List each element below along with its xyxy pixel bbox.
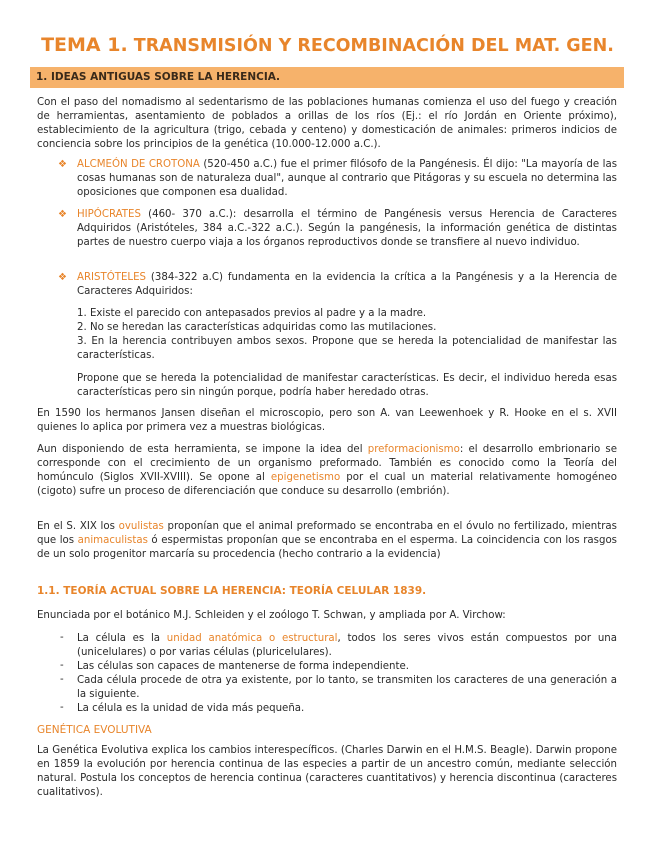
title-text: TRANSMISIÓN Y RECOMBINACIÓN DEL MAT. GEN. (133, 36, 614, 56)
diamond-bullet-icon: ❖ (58, 209, 67, 220)
bullet-name: ALCMEÓN DE CROTONA (77, 159, 200, 170)
title-number: TEMA 1. (41, 34, 128, 56)
diamond-bullet-icon: ❖ (58, 272, 67, 283)
section-heading-bar (30, 67, 624, 88)
highlight-term: preformacionismo (367, 444, 460, 455)
bullet-text: (460- 370 a.C.): desarrolla el término de Pangénesis versus Herencia de Caracteres Adquiridos (Aristóteles, 384 a.C.-322 a.C.). Según la pangénesis, la información genética de distintas partes de nuestro cuerpo viaja a los órganos reproductivos donde se transfiere al nuevo individuo. (77, 209, 617, 248)
highlight-term: unidad anatómica o estructural (166, 633, 338, 644)
bullet-text: (520-450 a.C.) fue el primer filósofo de la Pangénesis. Él dijo: "La mayoría de las cosas humanas son de naturaleza dual", aunque al contrario que Pitágoras y su escuela no determina las oposiciones que componen esa dualidad. (77, 159, 617, 198)
dash-bullet-icon: - (60, 660, 64, 671)
bullet-name: ARISTÓTELES (77, 272, 146, 283)
subsection-heading: GENÉTICA EVOLUTIVA (37, 724, 152, 736)
text-run: En el S. XIX los (37, 521, 119, 532)
bullet-hipocrates (77, 208, 617, 250)
numbered-item: 3. En la herencia contribuyen ambos sexos. Propone que se hereda la potencialidad de manifestar las características. (77, 336, 617, 361)
aristoteles-note: Propone que se hereda la potencialidad de manifestar características. Es decir, el individuo hereda esas características pero sin ningún porque, podría haber heredado otras. (77, 373, 617, 398)
text-run: Aun disponiendo de esta herramienta, se impone la idea del (37, 444, 368, 455)
darwin-paragraph: La Genética Evolutiva explica los cambios interespecíficos. (Charles Darwin en el H.M.S. Beagle). Darwin propone en 1859 la evolución por herencia continua de las especies a partir de un ancestro común, mediante selección natural. Postula los conceptos de herencia continua (caracteres cuantitativos) y herencia discontinua (caracteres cualitativos). (37, 745, 617, 798)
preformacionismo-paragraph (37, 443, 617, 499)
dash-bullet-icon: - (60, 702, 64, 713)
text-run: ó espermistas proponían que se encontraba en el esperma. La coincidencia con los rasgos de un solo progenitor marcaría su procedencia (hecho contrario a la evidencia) (37, 535, 617, 560)
section-heading: 1. IDEAS ANTIGUAS SOBRE LA HERENCIA. (36, 71, 281, 83)
diamond-bullet-icon: ❖ (58, 159, 67, 170)
text-run: por el cual un material relativamente homogéneo (cigoto) sufre un proceso de diferenciación que conduce su desarrollo (embrión). (37, 472, 618, 497)
highlight-term: ovulistas (118, 521, 164, 532)
bullet-name: HIPÓCRATES (77, 209, 141, 220)
page-title (0, 34, 655, 56)
bullet-alcmeon (77, 158, 617, 200)
dash-item: Cada célula procede de otra ya existente, por lo tanto, se transmiten los caracteres de una generación a la siguiente. (77, 675, 617, 700)
text-run: proponían que el animal preformado se encontraba en el óvulo no fertilizado, mientras que los (37, 521, 617, 546)
text-run: La célula es la (77, 633, 167, 644)
ovulistas-paragraph (37, 520, 617, 562)
numbered-item: 2. No se heredan las características adquiridas como las mutilaciones. (77, 322, 437, 333)
text-run: , todos los seres vivos están compuestos por una (unicelulares) o por varias células (pluricelulares). (77, 633, 617, 658)
intro-paragraph: Con el paso del nomadismo al sedentarismo de las poblaciones humanas comienza el uso del fuego y creación de herramientas, asentamiento de poblados a orillas de los ríos (Ej.: el río Jordán en Oriente próximo), establecimiento de la agricultura (trigo, cebada y centeno) y domesticación de animales: primeros indicios de conciencia sobre los principios de la genética (10.000-12.000 a.C.). (37, 97, 617, 150)
jansen-paragraph: En 1590 los hermanos Jansen diseñan el microscopio, pero son A. van Leewenhoek y R. Hooke en el s. XVII quienes lo aplica por primera vez a muestras biológicas. (37, 408, 617, 433)
dash-bullet-icon: - (60, 632, 64, 643)
highlight-term: epigenetismo (270, 472, 341, 483)
text-run: : el desarrollo embrionario se corresponde con el crecimiento de un organismo preformado. También es conocido como la Teoría del homúnculo (Siglos XVII-XVIII). Se opone al (37, 444, 617, 483)
dash-item (77, 632, 617, 660)
dash-bullet-icon: - (60, 674, 64, 685)
schleiden-paragraph: Enunciada por el botánico M.J. Schleiden y el zoólogo T. Schwan, y ampliada por A. Virchow: (37, 610, 506, 621)
bullet-aristoteles (77, 271, 617, 299)
highlight-term: animaculistas (77, 535, 148, 546)
dash-item: Las células son capaces de mantenerse de forma independiente. (77, 661, 409, 672)
subsection-heading: 1.1. TEORÍA ACTUAL SOBRE LA HERENCIA: TEORÍA CELULAR 1839. (37, 585, 427, 597)
numbered-item: 1. Existe el parecido con antepasados previos al padre y a la madre. (77, 308, 427, 319)
bullet-text: (384-322 a.C) fundamenta en la evidencia la crítica a la Pangénesis y a la Herencia de Caracteres Adquiridos: (77, 272, 617, 297)
dash-item: La célula es la unidad de vida más pequeña. (77, 703, 305, 714)
